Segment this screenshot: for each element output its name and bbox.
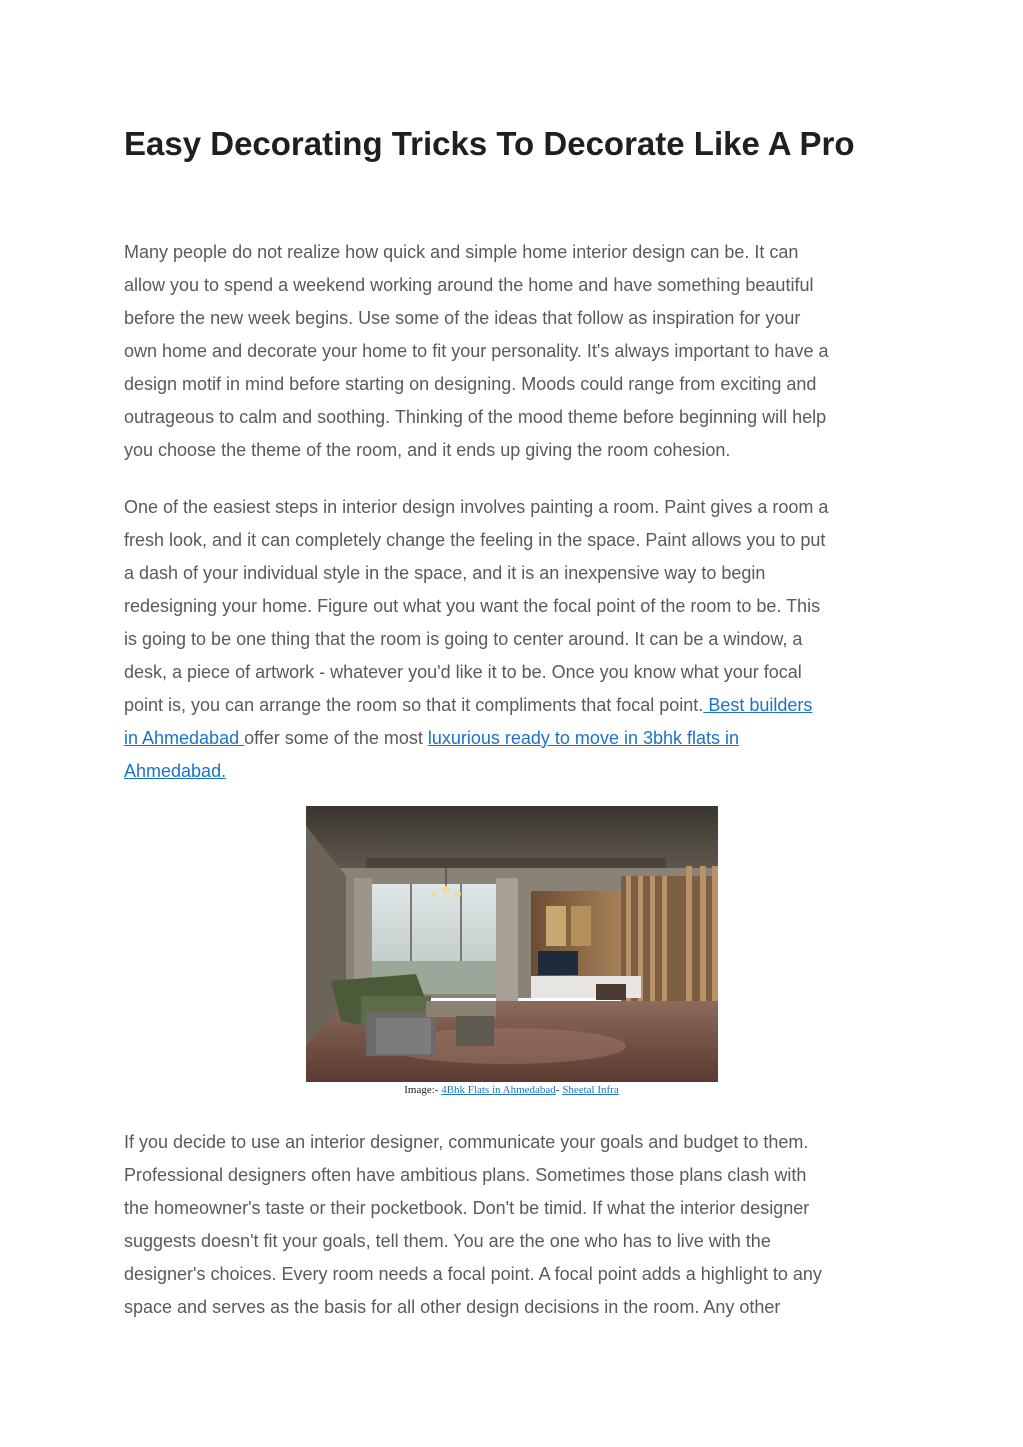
caption-separator: - <box>555 1084 563 1096</box>
paragraph-line: own home and decorate your home to fit your personality. It's always important to have a <box>124 341 829 361</box>
image-caption <box>0 1082 1023 1098</box>
caption-prefix: Image:- <box>404 1084 442 1096</box>
page-title: Easy Decorating Tricks To Decorate Like A Pro <box>124 125 855 162</box>
paragraph-line: Many people do not realize how quick and simple home interior design can be. It can <box>124 242 799 262</box>
paragraph-line: Professional designers often have ambitious plans. Sometimes those plans clash with <box>124 1165 807 1185</box>
caption-link-sheetal-infra[interactable]: Sheetal Infra <box>562 1084 619 1096</box>
paragraph-line: is going to be one thing that the room is going to center around. It can be a window, a <box>124 629 803 649</box>
paragraph-line: If you decide to use an interior designer, communicate your goals and budget to them. <box>124 1132 809 1152</box>
paragraph-intro <box>124 236 914 467</box>
paragraph-line: design motif in mind before starting on designing. Moods could range from exciting and <box>124 374 817 394</box>
paragraph-text: offer some of the most <box>244 728 428 748</box>
paragraph-line: suggests doesn't fit your goals, tell them. You are the one who has to live with the <box>124 1231 771 1251</box>
paragraph-line <box>124 689 914 722</box>
paragraph-line: fresh look, and it can completely change the feeling in the space. Paint allows you to put <box>124 530 826 550</box>
paragraph-line: before the new week begins. Use some of the ideas that follow as inspiration for your <box>124 308 801 328</box>
paragraph-line: space and serves as the basis for all other design decisions in the room. Any other <box>124 1297 781 1317</box>
paragraph-line: designer's choices. Every room needs a focal point. A focal point adds a highlight to any <box>124 1264 822 1284</box>
luxurious-flats-link[interactable]: luxurious ready to move in 3bhk flats in <box>427 728 740 748</box>
paragraph-designer <box>124 1126 914 1324</box>
paragraph-line: One of the easiest steps in interior design involves painting a room. Paint gives a room a <box>124 497 829 517</box>
paragraph-line: a dash of your individual style in the space, and it is an inexpensive way to begin <box>124 563 766 583</box>
living-room-photo <box>306 806 718 1082</box>
luxurious-flats-link-cont[interactable]: Ahmedabad. <box>124 761 227 781</box>
caption-link-4bhk[interactable]: 4Bhk Flats in Ahmedabad <box>441 1084 556 1096</box>
paragraph-line: you choose the theme of the room, and it ends up giving the room cohesion. <box>124 440 731 460</box>
best-builders-link-cont[interactable]: in Ahmedabad <box>124 728 245 748</box>
paragraph-line: redesigning your home. Figure out what you want the focal point of the room to be. This <box>124 596 821 616</box>
paragraph-line: the homeowner's taste or their pocketbook. Don't be timid. If what the interior designer <box>124 1198 810 1218</box>
paragraph-line <box>124 722 914 755</box>
paragraph-painting <box>124 491 914 788</box>
paragraph-line: desk, a piece of artwork - whatever you'd like it to be. Once you know what your focal <box>124 662 802 682</box>
living-room-photo-icon <box>306 806 718 1082</box>
paragraph-line <box>124 755 914 788</box>
paragraph-line: allow you to spend a weekend working around the home and have something beautiful <box>124 275 814 295</box>
paragraph-text: point is, you can arrange the room so that it compliments that focal point. <box>124 695 704 715</box>
best-builders-link[interactable]: Best builders <box>703 695 813 715</box>
paragraph-line: outrageous to calm and soothing. Thinking of the mood theme before beginning will help <box>124 407 827 427</box>
